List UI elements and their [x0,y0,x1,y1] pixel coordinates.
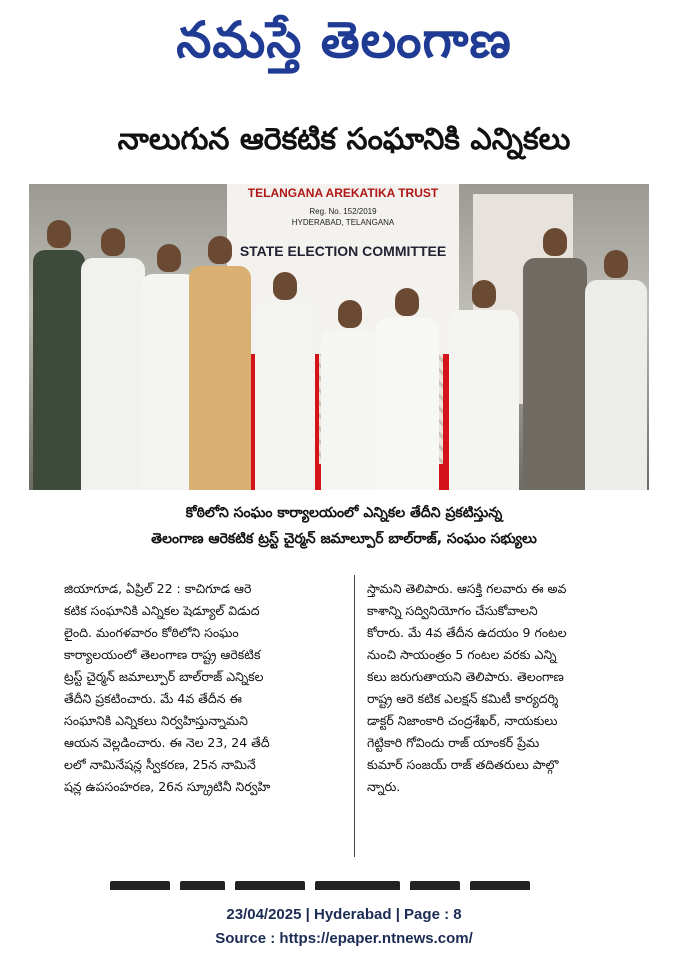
photo-caption [0,500,688,552]
article-line: స్తామని తెలిపారు. ఆసక్తి గలవారు ఈ అవ [367,581,567,596]
photo-person [585,250,647,490]
banner-committee: STATE ELECTION COMMITTEE [239,243,447,259]
article-column-left [64,578,347,798]
article-line: కటిక సంఘానికి ఎన్నికల షెడ్యూల్ విడుద [64,603,260,618]
photo-person [321,300,379,490]
article-column-right [367,578,656,798]
article-line: రాష్ట్ర ఆరె కటిక ఎలక్షన్ కమిటీ కార్యదర్శి [367,691,559,706]
article-line: డాక్టర్ నిజాంకారి చంద్రశేఖర్, నాయకులు [367,713,558,728]
article-line: కోరారు. మే 4వ తేదీన ఉదయం 9 గంటల [367,625,567,640]
article-line: షన్ల ఉపసంహరణ, 26న స్క్రూటినీ నిర్వహి [64,779,271,794]
article-line: కార్యాలయంలో తెలంగాణ రాష్ట్ర ఆరెకటిక [64,647,261,662]
banner-subtitle [227,206,459,257]
article-line: నుంచి సాయంత్రం 5 గంటల వరకు ఎన్ని [367,647,557,662]
article-line: జియాగూడ, ఏప్రిల్ 22 : కాచిగూడ ఆరె [64,581,252,596]
photo-person [33,220,85,490]
column-divider [354,575,355,857]
article-line: లైంది. మంగళవారం కోఠిలోని సంఘం [64,625,239,640]
photo-person [449,280,519,490]
article-line: ట్రస్ట్ చైర్మన్ జమాల్పూర్ బాల్‌రాజ్ ఎన్నికల [64,669,264,684]
article-line: లలో నామినేషన్ల స్వీకరణ, 25న నామినే [64,757,256,772]
article-line: ఆయన వెల్లడించారు. ఈ నెల 23, 24 తేదీ [64,735,270,750]
photo-person [189,236,251,490]
banner-title: TELANGANA AREKATIKA TRUST [247,186,439,200]
headline: నాలుగున ఆరెకటిక సంఘానికి ఎన్నికలు [117,122,571,157]
article-line: కలు జరుగుతాయని తెలిపారు. తెలంగాణ [367,669,564,684]
cut-off-next-headline [110,878,580,890]
banner-reg: Reg. No. 152/2019 [309,207,377,216]
photo-person [375,288,439,490]
article-line: కాశాన్ని సద్వినియోగం చేసుకోవాలని [367,603,538,618]
article-line: తేదీని ప్రకటించారు. మే 4వ తేదీన ఈ [64,691,242,706]
banner-place: HYDERABAD, TELANGANA [291,218,395,227]
masthead: నమస్తే తెలంగాణ [176,10,512,69]
article-line: సంఘానికి ఎన్నికలు నిర్వహిస్తున్నామని [64,713,248,728]
caption-line: కోఠిలోని సంఘం కార్యాలయంలో ఎన్నికల తేదీని ప్రకటిస్తున్న [185,505,503,521]
photo-person [81,228,145,490]
article-line: కుమార్ సంజయ్ రాజ్ తదితరులు పాల్గొ [367,757,559,772]
footer-date-line: 23/04/2025 | Hyderabad | Page : 8 [226,906,462,923]
news-photo [29,184,649,490]
caption-line: తెలంగాణ ఆరెకటిక ట్రస్ట్ చైర్మన్ జమాల్పూర్ బాల్‌రాజ్, సంఘం సభ్యులు [151,531,537,547]
photo-person [523,228,587,490]
article-line: న్నారు. [367,779,401,794]
article-line: గెట్టికారి గోవిందు రాజ్ యాంకర్ ప్రేమ [367,735,540,750]
footer-source-line: Source : https://epaper.ntnews.com/ [215,930,473,947]
photo-person [255,272,315,490]
